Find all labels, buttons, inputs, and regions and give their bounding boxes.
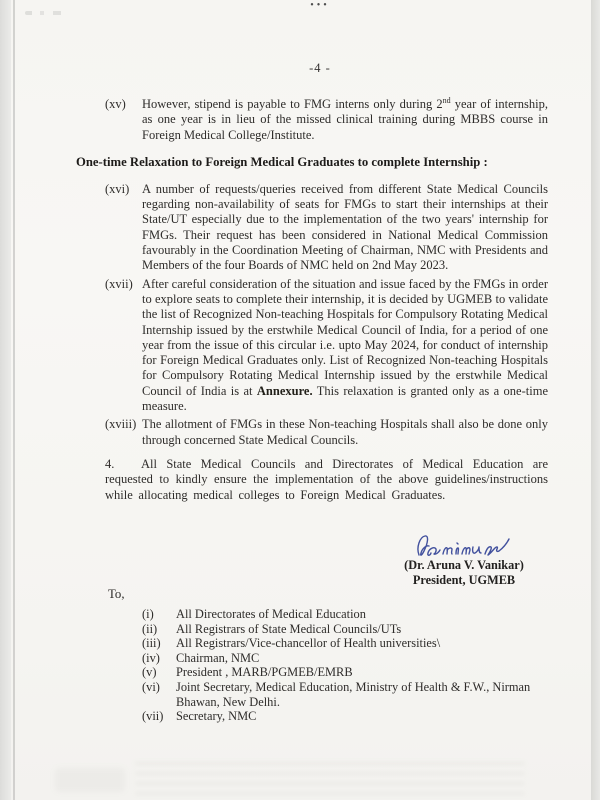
clause-xvii-number: (xvii) [105,276,133,291]
signatory-title: President, UGMEB [412,573,516,587]
clause-xvi [105,182,548,274]
clause-xvii-text-post: This relaxation is granted only as a one-time measure. [142,383,548,414]
clause-xv-text-pre: However, stipend is payable to FMG interns only during 2 [142,97,443,111]
recipient-row [142,651,548,666]
recipient-row [142,636,548,651]
recipient-number: (vi) [142,679,160,694]
recipient-number: (vii) [142,709,164,724]
clause-xviii [105,417,548,448]
clause-xvi-text: A number of requests/queries received from different State Medical Councils regarding non-availability of seats for FMGs to start their internships at their State/UT especially due to the implementation of the two years' internship for FMGs. Their request has been considered in National Medical Commission favourably in the Coordination Meeting of Chairman, NMC with Presidents and Members of the four Boards of NMC held on 2nd May 2023. [142,181,548,273]
paragraph-4-text: All State Medical Councils and Directorates of Medical Education are requested to kindly ensure the implementation of the above guidelines/instructions while allocating medical colleges to Foreign Medical Graduates. [105,456,548,502]
recipient-row [142,709,548,724]
clause-xv [105,97,548,143]
signature-stroke [418,536,509,555]
clause-xv-text-post: year of internship, as one year is in lieu of the missed clinical training during MBBS course in Foreign Medical College/Institute. [142,97,548,142]
recipient-number: (iii) [142,636,161,651]
clause-xvii-text-pre: After careful consideration of the situation and issue faced by the FMGs in order to explore seats to complete their internship, it is decided by UGMEB to validate the list of Recognized Non-teaching Hospitals for Compulsory Rotating Medical Internship issued by the erstwhile Medical Council of India, for a period of one year from the issue of this circular i.e. upto May 2024, for conduct of internship for Foreign Medical Graduates only. List of Recognized Non-teaching Hospitals for Compulsory Rotating Medical Internship issued by the erstwhile Medical Council of India is at [142,276,548,398]
recipient-text: Chairman, NMC [176,650,260,665]
clause-xviii-text: The allotment of FMGs in these Non-teaching Hospitals shall also be done only through concerned State Medical Councils. [142,417,548,447]
clause-xv-number: (xv) [105,97,126,111]
recipient-text: President , MARB/PGMEB/EMRB [176,665,353,680]
recipient-number: (i) [142,607,154,621]
to-label: To, [108,587,125,601]
recipient-text: Secretary, NMC [176,709,257,724]
paper-edge-shadow [13,0,15,800]
clause-xvii-text [142,277,548,415]
recipient-number: (iv) [142,650,160,665]
clause-xviii-number: (xviii) [105,417,137,432]
recipient-text: Joint Secretary, Medical Education, Ministry of Health & F.W., Nirman Bhawan, New Delhi. [176,679,531,709]
clause-xv-text [142,97,548,143]
section-heading: One-time Relaxation to Foreign Medical Graduates to complete Internship : [76,154,488,169]
ellipsis-marks: ••• [310,0,330,11]
recipient-row [142,607,548,622]
photo-edge-right [591,0,600,800]
faint-pencil-marks [25,11,71,15]
page-showthrough [55,768,125,792]
document-body [76,95,548,503]
recipient-text: All Registrars of State Medical Councils/UTs [176,621,402,636]
recipient-text: All Directorates of Medical Education [176,607,366,621]
recipient-text: All Registrars/Vice-chancellor of Health universities\ [176,636,441,651]
recipient-row [142,622,548,637]
recipient-list [142,607,548,724]
paragraph-4 [105,457,548,503]
clause-xvii [105,277,548,415]
ordinal-superscript: nd [442,95,451,105]
recipient-number: (ii) [142,621,158,636]
annexure-emphasis: Annexure. [256,383,313,398]
signature-block [396,534,532,588]
signature-ink-icon [410,534,518,560]
recipient-number: (v) [142,665,157,680]
signatory-name: (Dr. Aruna V. Vanikar) [404,558,524,572]
photo-edge-left [0,0,11,800]
paragraph-4-number: 4. [105,456,115,471]
page-showthrough [135,757,525,795]
recipient-row [142,665,548,680]
page-number: -4 - [309,61,331,75]
clause-xvi-number: (xvi) [105,181,130,196]
recipient-row [142,680,548,709]
